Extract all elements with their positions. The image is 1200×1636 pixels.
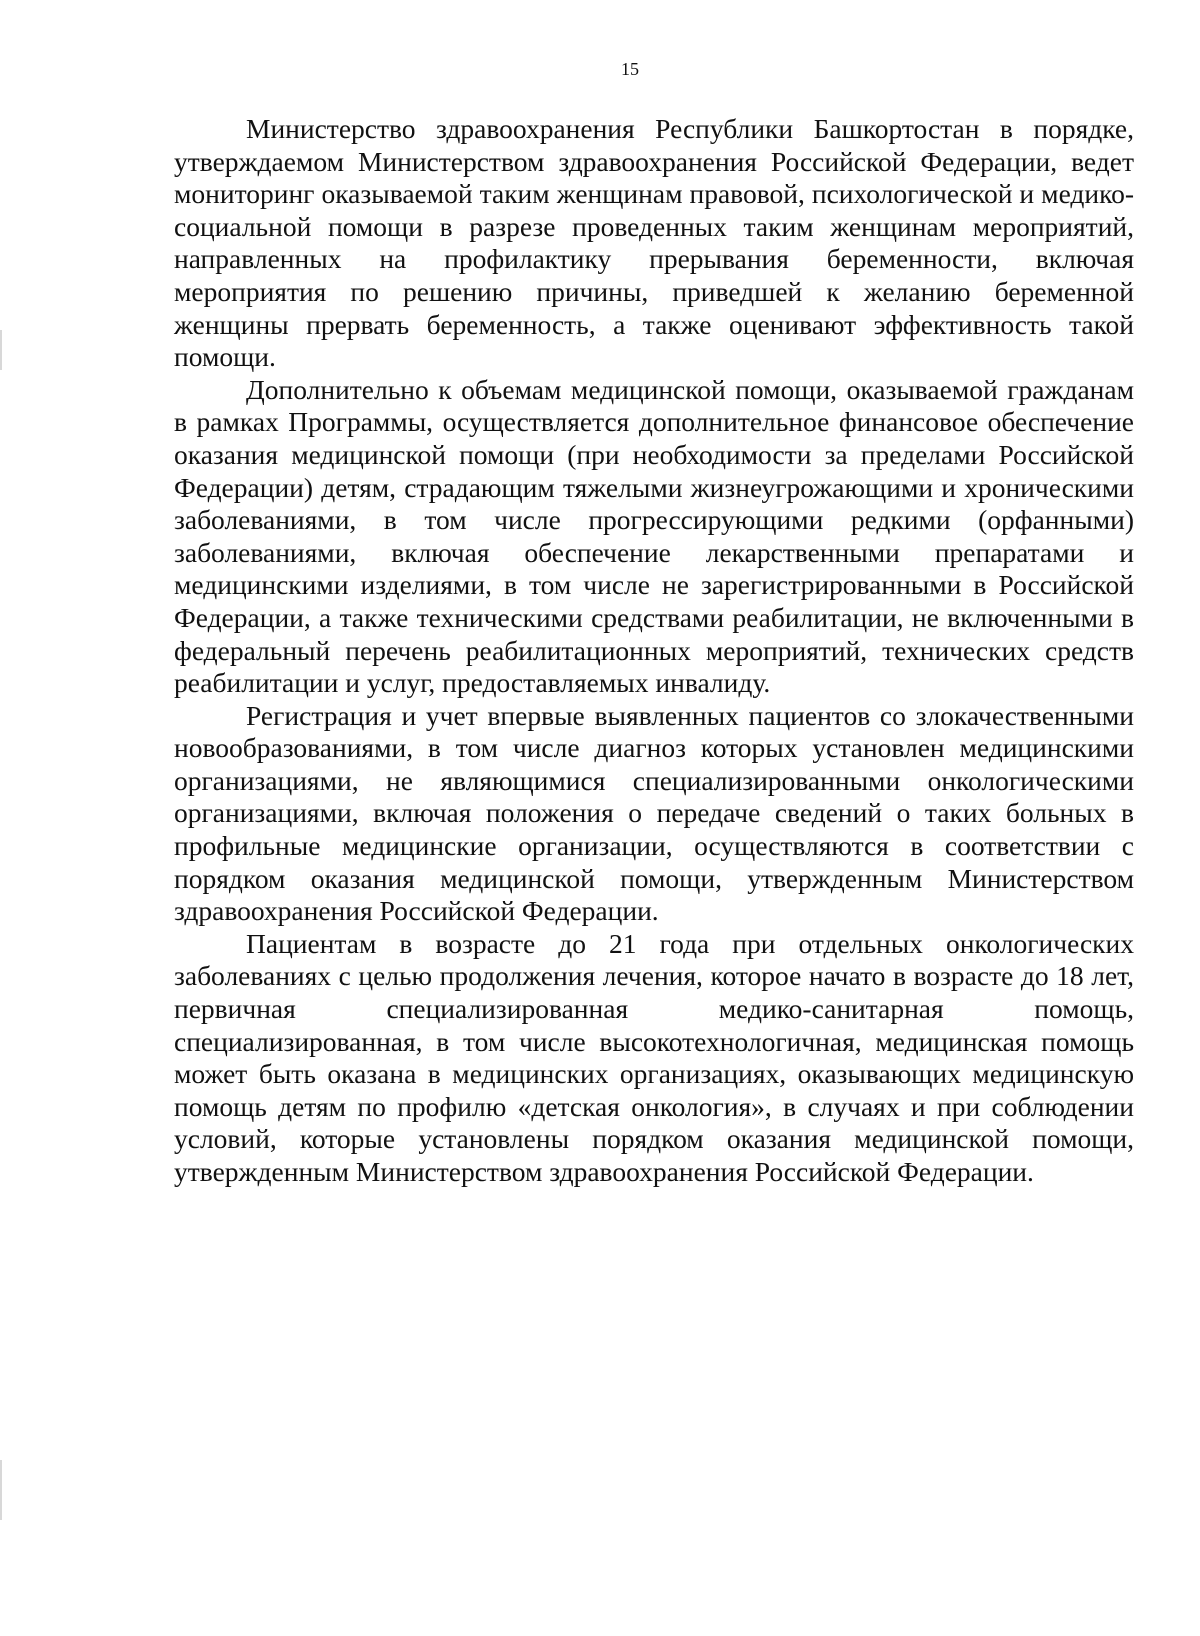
paragraph-monitoring: Министерство здравоохранения Республики Башкортостан в порядке, утверждаемом Министерством здравоохранения Российской Федерации, ведет мониторинг оказываемой таким женщинам правовой, психологической и медико-социальной помощи в разрезе проведенных таким женщинам мероприятий, направленных на профилактику прерывания беременности, включая мероприятия по решению причины, приведшей к желанию беременной женщины прервать беременность, а также оценивают эффективность такой помощи. xyxy=(174,113,1134,373)
paragraph-additional-funding: Дополнительно к объемам медицинской помощи, оказываемой гражданам в рамках Программы, осуществляется дополнительное финансовое обеспечение оказания медицинской помощи (при необходимости за пределами Российской Федерации) детям, страдающим тяжелыми жизнеугрожающими и хроническими заболеваниями, в том числе прогрессирующими редкими (орфанными) заболеваниями, включая обеспечение лекарственными препаратами и медицинскими изделиями, в том числе не зарегистрированными в Российской Федерации, а также техническими средствами реабилитации, не включенными в федеральный перечень реабилитационных мероприятий, технических средств реабилитации и услуг, предоставляемых инвалиду. xyxy=(174,373,1134,699)
paragraph-oncology-registration: Регистрация и учет впервые выявленных пациентов со злокачественными новообразованиями, в том числе диагноз которых установлен медицинскими организациями, не являющимися специализированными онкологическими организациями, включая положения о передаче сведений о таких больных в профильные медицинские организации, осуществляются в соответствии с порядком оказания медицинской помощи, утвержденным Министерством здравоохранения Российской Федерации. xyxy=(174,699,1134,927)
paragraph-patients-under-21: Пациентам в возрасте до 21 года при отдельных онкологических заболеваниях с целью продолжения лечения, которое начато в возрасте до 18 лет, первичная специализированная медико-санитарная помощь, специализированная, в том числе высокотехнологичная, медицинская помощь может быть оказана в медицинских организациях, оказывающих медицинскую помощь детям по профилю «детская онкология», в случаях и при соблюдении условий, которые установлены порядком оказания медицинской помощи, утвержденным Министерством здравоохранения Российской Федерации. xyxy=(174,927,1134,1187)
scan-edge-mark xyxy=(0,330,2,370)
page-number: 15 xyxy=(621,59,639,79)
document-body xyxy=(174,113,1134,1189)
scan-edge-mark xyxy=(0,1460,2,1520)
